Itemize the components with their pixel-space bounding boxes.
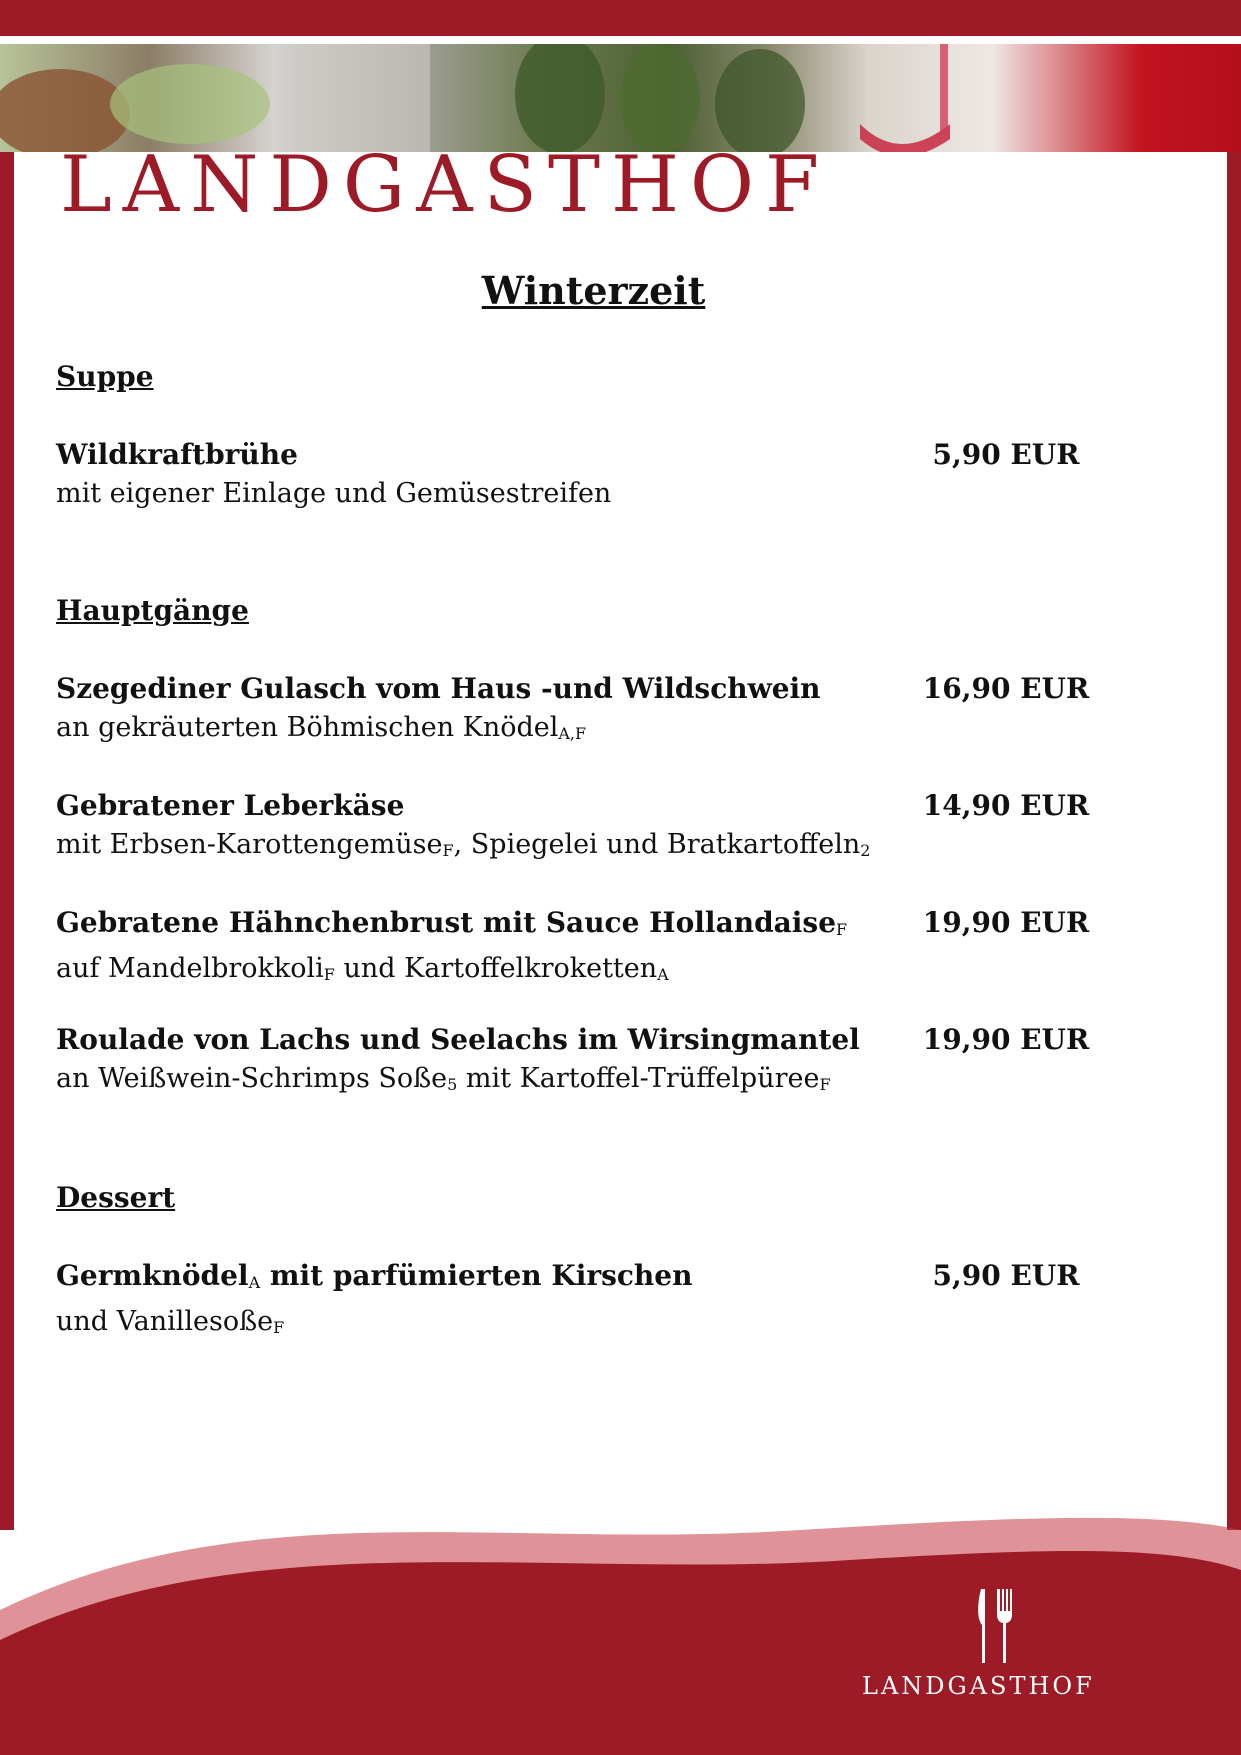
dish-name: Gebratene Hähnchenbrust mit Sauce Hollandaise$_F$	[56, 906, 848, 939]
dish-price: 19,90 EUR	[922, 1023, 1090, 1056]
section-title-dessert: Dessert	[56, 1181, 176, 1214]
dish-item	[56, 670, 1106, 754]
banner-illustration	[0, 44, 1241, 152]
header-photo-banner	[0, 44, 1241, 152]
dish-description: mit eigener Einlage und Gemüsestreifen	[56, 478, 612, 509]
allergen-code: F	[323, 965, 335, 984]
dish-description: und Vanillesoße$_F$	[56, 1306, 285, 1337]
dish-price: 5,90 EUR	[932, 1259, 1080, 1292]
dish-item	[56, 1021, 1106, 1105]
section-title-hauptgaenge: Hauptgänge	[56, 594, 249, 627]
cutlery-icon	[975, 1585, 1015, 1665]
dish-price: 19,90 EUR	[922, 906, 1090, 939]
dish-name: Szegediner Gulasch vom Haus -und Wildschwein	[56, 672, 821, 705]
top-border	[0, 0, 1241, 36]
dish-description: mit Erbsen-Karottengemüse$_F$, Spiegelei und Bratkartoffeln$_2$	[56, 829, 871, 860]
dish-item	[56, 787, 1106, 871]
dish-description: auf Mandelbrokkoli$_F$ und Kartoffelkroketten$_A$	[56, 953, 669, 984]
allergen-code: F	[819, 1075, 831, 1094]
menu-title: Winterzeit	[481, 268, 706, 313]
dish-description: an Weißwein-Schrimps Soße$_5$ mit Kartoffel-Trüffelpüree$_F$	[56, 1063, 831, 1094]
dish-price: 14,90 EUR	[922, 789, 1090, 822]
dish-name: Wildkraftbrühe	[56, 438, 298, 471]
allergen-code: F	[836, 920, 848, 939]
section-title-suppe: Suppe	[56, 360, 154, 393]
allergen-code: 5	[447, 1075, 458, 1094]
dish-description: an gekräuterten Böhmischen Knödel$_{A,F}$	[56, 712, 587, 743]
dish-name: Germknödel$_A$ mit parfümierten Kirschen	[56, 1259, 693, 1292]
dish-item	[56, 436, 1106, 514]
allergen-code: F	[442, 841, 454, 860]
dish-name: Roulade von Lachs und Seelachs im Wirsingmantel	[56, 1023, 860, 1056]
dish-price: 16,90 EUR	[922, 672, 1090, 705]
footer-wave	[0, 1490, 1241, 1755]
left-border	[0, 150, 14, 1530]
allergen-code: A	[657, 965, 669, 984]
brand-logo-title: LANDGASTHOF	[60, 140, 831, 230]
allergen-code: A,F	[558, 724, 587, 743]
dish-item	[56, 904, 1106, 995]
footer-brand-name: LANDGASTHOF	[862, 1672, 1095, 1700]
dish-name: Gebratener Leberkäse	[56, 789, 405, 822]
allergen-code: A	[248, 1273, 261, 1292]
allergen-code: F	[273, 1318, 285, 1337]
dish-item	[56, 1257, 1106, 1348]
right-border	[1227, 150, 1241, 1530]
dish-price: 5,90 EUR	[932, 438, 1080, 471]
allergen-code: 2	[860, 841, 871, 860]
